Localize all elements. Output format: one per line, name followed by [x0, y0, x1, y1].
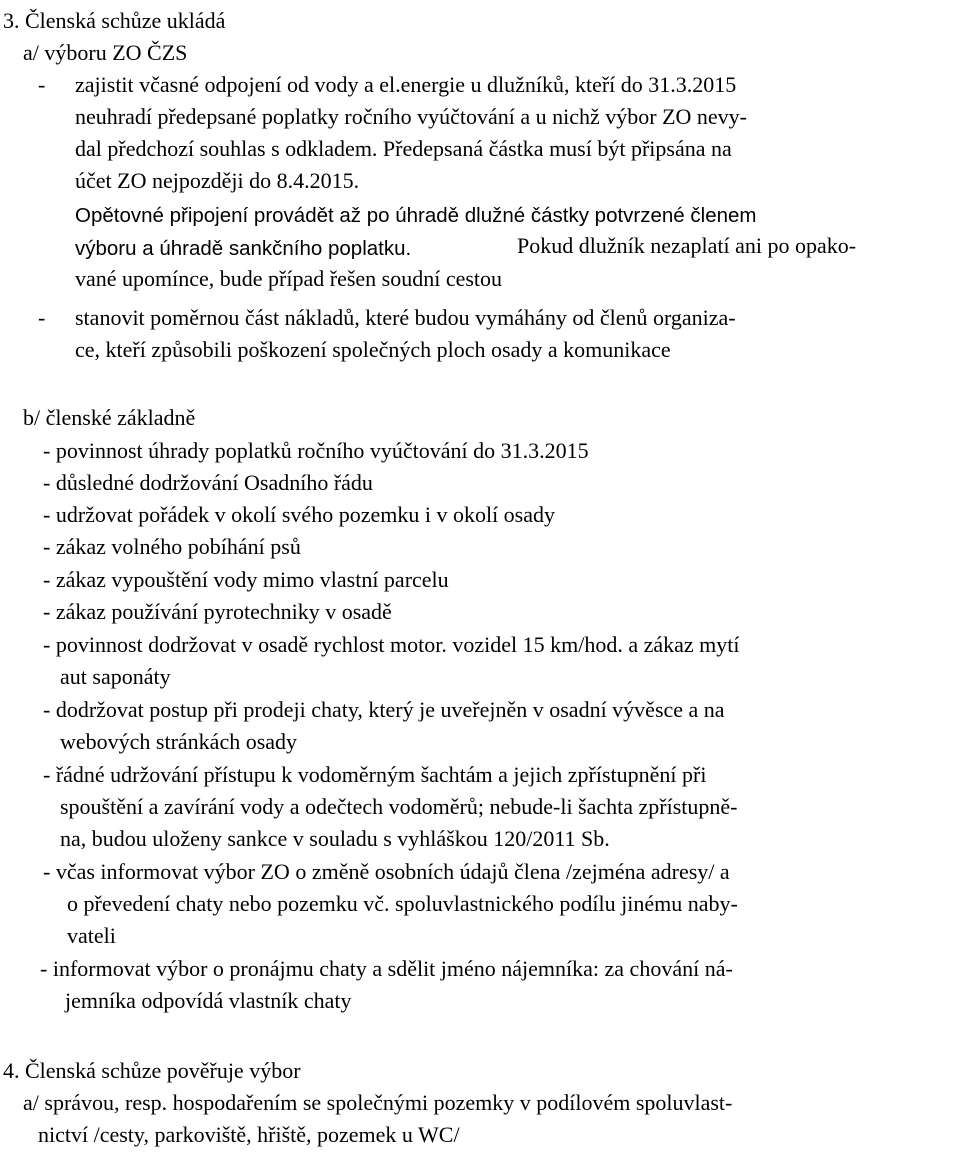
item-dash: -: [38, 305, 46, 330]
list-item-continuation: na, budou uloženy sankce v souladu s vyhláškou 120/2011 Sb.: [60, 826, 610, 851]
list-item: - včas informovat výbor ZO o změně osobních údajů člena /zejména adresy/ a: [43, 859, 730, 884]
list-item: - zákaz volného pobíhání psů: [43, 534, 301, 559]
item-dash: -: [38, 72, 46, 97]
section-4-heading: 4. Členská schůze pověřuje výbor: [3, 1058, 301, 1083]
paragraph-line: účet ZO nejpozději do 8.4.2015.: [75, 168, 360, 193]
paragraph-line: stanovit poměrnou část nákladů, které budou vymáhány od členů organiza-: [75, 305, 736, 330]
paragraph-line: vané upomínce, bude případ řešen soudní cestou: [75, 266, 503, 291]
list-item: - povinnost dodržovat v osadě rychlost motor. vozidel 15 km/hod. a zákaz mytí: [43, 632, 740, 657]
list-item: - zákaz vypouštění vody mimo vlastní parcelu: [43, 567, 449, 592]
list-item: - povinnost úhrady poplatků ročního vyúčtování do 31.3.2015: [43, 438, 589, 463]
list-item-continuation: vateli: [67, 923, 116, 948]
paragraph-line: výboru a úhradě sankčního poplatku.: [75, 237, 412, 260]
paragraph-line: Pokud dlužník nezaplatí ani po opako-: [517, 233, 857, 258]
paragraph-line: nictví /cesty, parkoviště, hřiště, pozemek u WC/: [38, 1122, 460, 1147]
list-item: - informovat výbor o pronájmu chaty a sdělit jméno nájemníka: za chování ná-: [40, 956, 733, 981]
list-item-continuation: spouštění a zavírání vody a odečtech vodoměrů; nebude-li šachta zpřístupně-: [60, 794, 738, 819]
section-3a-heading: a/ výboru ZO ČZS: [23, 40, 188, 65]
paragraph-line: a/ správou, resp. hospodařením se společnými pozemky v podílovém spoluvlast-: [23, 1090, 733, 1115]
list-item-continuation: webových stránkách osady: [60, 729, 298, 754]
list-item: - dodržovat postup při prodeji chaty, který je uveřejněn v osadní vývěsce a na: [43, 697, 725, 722]
list-item: - zákaz používání pyrotechniky v osadě: [43, 599, 392, 624]
section-3b-heading: b/ členské základně: [23, 405, 196, 430]
list-item: - důsledné dodržování Osadního řádu: [43, 470, 373, 495]
paragraph-line: dal předchozí souhlas s odkladem. Předepsaná částka musí být připsána na: [75, 136, 732, 161]
paragraph-line: zajistit včasné odpojení od vody a el.energie u dlužníků, kteří do 31.3.2015: [75, 72, 737, 97]
list-item: - udržovat pořádek v okolí svého pozemku i v okolí osady: [43, 502, 556, 527]
list-item-continuation: aut saponáty: [60, 664, 171, 689]
list-item-continuation: o převedení chaty nebo pozemku vč. spoluvlastnického podílu jinému naby-: [67, 891, 738, 916]
paragraph-line: Opětovné připojení provádět až po úhradě dlužné částky potvrzené členem: [75, 204, 757, 227]
list-item-continuation: jemníka odpovídá vlastník chaty: [65, 988, 352, 1013]
section-3-heading: 3. Členská schůze ukládá: [3, 8, 226, 33]
list-item: - řádné udržování přístupu k vodoměrným šachtám a jejich zpřístupnění při: [43, 762, 707, 787]
paragraph-line: ce, kteří způsobili poškození společných ploch osady a komunikace: [75, 337, 671, 362]
paragraph-line: neuhradí předepsané poplatky ročního vyúčtování a u nichž výbor ZO nevy-: [75, 104, 748, 129]
